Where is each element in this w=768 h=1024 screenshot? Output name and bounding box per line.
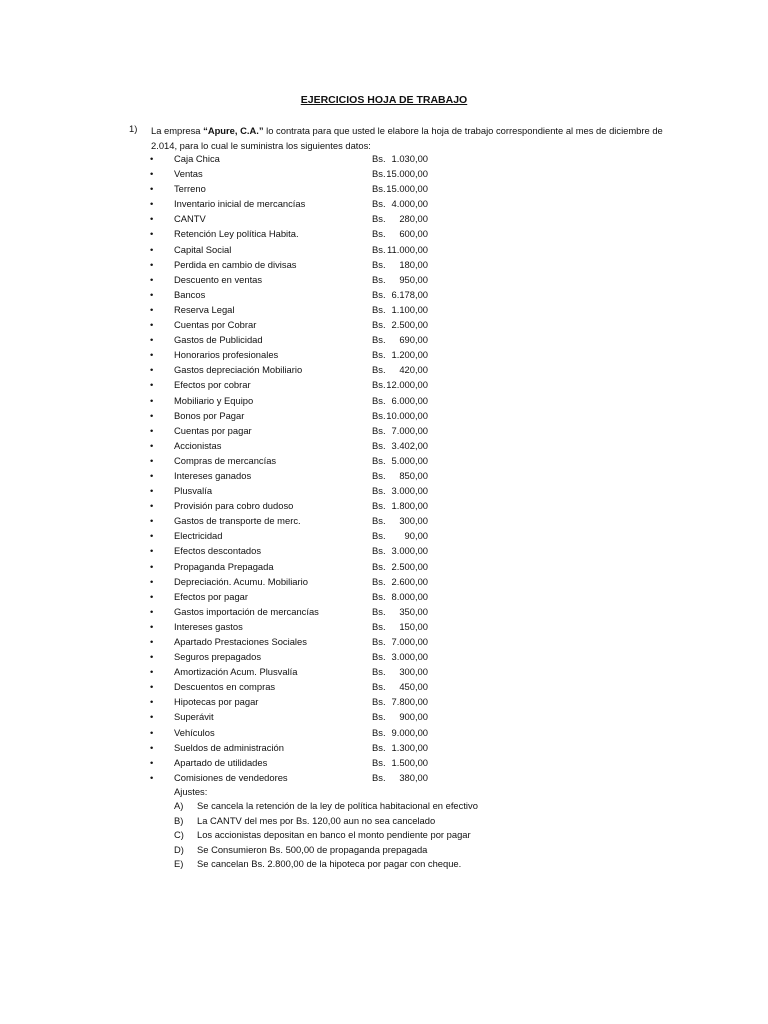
amount-value: 380,00 — [399, 771, 428, 783]
account-amount — [372, 485, 428, 496]
amount-value: 600,00 — [399, 228, 428, 240]
currency-label: Bs. — [372, 258, 386, 270]
bullet-icon: • — [150, 756, 154, 768]
account-item — [0, 379, 768, 394]
account-item — [0, 485, 768, 500]
bullet-icon: • — [150, 590, 154, 602]
amount-value: 15.000,00 — [386, 168, 428, 180]
amount-value: 7.000,00 — [391, 636, 428, 647]
currency-label: Bs. — [372, 424, 386, 436]
bullet-icon: • — [150, 409, 154, 421]
account-item — [0, 395, 768, 410]
account-amount — [372, 742, 428, 753]
currency-label: Bs. — [372, 636, 386, 647]
account-name: Plusvalía — [174, 485, 213, 497]
account-amount — [372, 198, 428, 209]
account-name: Seguros prepagados — [174, 651, 262, 663]
account-amount — [372, 696, 428, 707]
amount-value: 2.600,00 — [391, 575, 428, 587]
account-name: Amortización Acum. Plusvalía — [174, 666, 298, 678]
account-name: Intereses ganados — [174, 469, 252, 481]
account-item — [0, 636, 768, 651]
account-name: Gastos importación de mercancías — [174, 605, 319, 617]
adjustment-letter: D) — [174, 843, 184, 855]
account-item — [0, 289, 768, 304]
currency-label: Bs. — [372, 560, 386, 572]
bullet-icon: • — [150, 349, 154, 361]
intro-text-start: La empresa — [151, 125, 204, 136]
bullet-icon: • — [150, 183, 154, 195]
adjustment-item — [0, 800, 768, 815]
account-name: Propaganda Prepagada — [174, 560, 274, 572]
currency-label: Bs. — [372, 515, 386, 527]
amount-value: 1.100,00 — [391, 303, 428, 315]
adjustment-text: Los accionistas depositan en banco el monto pendiente por pagar — [197, 829, 471, 841]
bullet-icon: • — [150, 620, 154, 632]
amount-value: 3.000,00 — [391, 485, 428, 497]
amount-value: 1.030,00 — [391, 153, 428, 164]
account-item — [0, 681, 768, 696]
exercise-number: 1) — [129, 123, 138, 134]
currency-label: Bs. — [372, 726, 386, 738]
account-item — [0, 228, 768, 243]
account-amount — [372, 561, 428, 572]
account-amount — [372, 168, 428, 179]
account-item — [0, 727, 768, 742]
account-item — [0, 591, 768, 606]
amount-value: 2.500,00 — [391, 319, 428, 331]
account-amount — [372, 711, 428, 722]
account-amount — [372, 772, 428, 783]
account-item — [0, 711, 768, 726]
account-name: Superávit — [174, 711, 214, 723]
account-amount — [372, 349, 428, 360]
currency-label: Bs. — [372, 409, 386, 421]
adjustment-text: La CANTV del mes por Bs. 120,00 aun no sea cancelado — [197, 814, 436, 826]
bullet-icon: • — [150, 364, 154, 376]
account-list — [0, 153, 768, 787]
currency-label: Bs. — [372, 651, 386, 663]
account-name: Cuentas por pagar — [174, 424, 252, 436]
currency-label: Bs. — [372, 500, 386, 512]
account-name: Depreciación. Acumu. Mobiliario — [174, 575, 308, 587]
amount-value: 420,00 — [399, 364, 428, 376]
bullet-icon: • — [150, 288, 154, 300]
amount-value: 2.500,00 — [391, 560, 428, 572]
bullet-icon: • — [150, 681, 154, 693]
bullet-icon: • — [150, 485, 154, 497]
company-name: “Apure, C.A.” — [203, 125, 264, 136]
account-name: Efectos por cobrar — [174, 379, 251, 391]
amount-value: 10.000,00 — [386, 409, 428, 421]
account-name: Bonos por Pagar — [174, 409, 245, 421]
account-item — [0, 666, 768, 681]
account-item — [0, 772, 768, 787]
adjustment-text: Se cancelan Bs. 2.800,00 de la hipoteca por pagar con cheque. — [197, 858, 462, 870]
account-amount — [372, 500, 428, 511]
account-item — [0, 696, 768, 711]
account-name: Sueldos de administración — [174, 741, 284, 753]
bullet-icon: • — [150, 228, 154, 240]
account-item — [0, 742, 768, 757]
amount-value: 850,00 — [399, 469, 428, 481]
account-item — [0, 168, 768, 183]
account-amount — [372, 334, 428, 345]
account-amount — [372, 591, 428, 602]
amount-value: 3.000,00 — [391, 545, 428, 557]
account-item — [0, 500, 768, 515]
bullet-icon: • — [150, 545, 154, 557]
account-name: Ventas — [174, 168, 203, 180]
account-name: Perdida en cambio de divisas — [174, 258, 297, 270]
account-name: Apartado Prestaciones Sociales — [174, 636, 307, 647]
bullet-icon: • — [150, 424, 154, 436]
account-amount — [372, 470, 428, 481]
amount-value: 300,00 — [399, 666, 428, 678]
account-item — [0, 515, 768, 530]
bullet-icon: • — [150, 394, 154, 406]
bullet-icon: • — [150, 153, 154, 164]
currency-label: Bs. — [372, 168, 386, 180]
bullet-icon: • — [150, 515, 154, 527]
account-name: Efectos descontados — [174, 545, 262, 557]
account-amount — [372, 410, 428, 421]
account-name: Compras de mercancías — [174, 454, 277, 466]
bullet-icon: • — [150, 771, 154, 783]
account-amount — [372, 576, 428, 587]
amount-value: 1.500,00 — [391, 756, 428, 768]
adjustment-letter: E) — [174, 858, 184, 870]
account-item — [0, 410, 768, 425]
amount-value: 1.200,00 — [391, 349, 428, 361]
currency-label: Bs. — [372, 756, 386, 768]
account-item — [0, 334, 768, 349]
account-item — [0, 319, 768, 334]
currency-label: Bs. — [372, 485, 386, 497]
amount-value: 450,00 — [399, 681, 428, 693]
account-amount — [372, 530, 428, 541]
account-amount — [372, 244, 428, 255]
account-name: Mobiliario y Equipo — [174, 394, 254, 406]
amount-value: 9.000,00 — [391, 726, 428, 738]
bullet-icon: • — [150, 303, 154, 315]
bullet-icon: • — [150, 696, 154, 708]
currency-label: Bs. — [372, 183, 386, 195]
amount-value: 6.000,00 — [391, 394, 428, 406]
amount-value: 300,00 — [399, 515, 428, 527]
account-amount — [372, 183, 428, 194]
amount-value: 150,00 — [399, 620, 428, 632]
account-amount — [372, 455, 428, 466]
currency-label: Bs. — [372, 696, 386, 708]
account-amount — [372, 228, 428, 239]
currency-label: Bs. — [372, 228, 386, 240]
account-item — [0, 561, 768, 576]
bullet-icon: • — [150, 530, 154, 542]
account-amount — [372, 651, 428, 662]
account-item — [0, 304, 768, 319]
account-name: Accionistas — [174, 439, 222, 451]
bullet-icon: • — [150, 605, 154, 617]
account-amount — [372, 440, 428, 451]
adjustment-item — [0, 858, 768, 873]
currency-label: Bs. — [372, 349, 386, 361]
bullet-icon: • — [150, 334, 154, 346]
account-amount — [372, 636, 428, 647]
account-name: Reserva Legal — [174, 303, 235, 315]
account-name: Intereses gastos — [174, 620, 243, 632]
account-item — [0, 530, 768, 545]
adjustment-item — [0, 829, 768, 844]
account-amount — [372, 153, 428, 164]
account-name: Descuentos en compras — [174, 681, 276, 693]
account-item — [0, 606, 768, 621]
amount-value: 280,00 — [399, 213, 428, 225]
bullet-icon: • — [150, 198, 154, 210]
amount-value: 6.178,00 — [391, 288, 428, 300]
account-name: Gastos depreciación Mobiliario — [174, 364, 303, 376]
adjustments-list — [0, 800, 768, 873]
amount-value: 4.000,00 — [391, 198, 428, 210]
bullet-icon: • — [150, 575, 154, 587]
account-item — [0, 440, 768, 455]
account-name: Hipotecas por pagar — [174, 696, 259, 708]
currency-label: Bs. — [372, 439, 386, 451]
bullet-icon: • — [150, 726, 154, 738]
account-name: Cuentas por Cobrar — [174, 319, 257, 331]
amount-value: 5.000,00 — [391, 454, 428, 466]
currency-label: Bs. — [372, 198, 386, 210]
account-name: Bancos — [174, 288, 206, 300]
account-item — [0, 259, 768, 274]
account-name: Provisión para cobro dudoso — [174, 500, 294, 512]
bullet-icon: • — [150, 651, 154, 663]
account-item — [0, 470, 768, 485]
adjustment-item — [0, 844, 768, 859]
currency-label: Bs. — [372, 454, 386, 466]
currency-label: Bs. — [372, 364, 386, 376]
account-item — [0, 198, 768, 213]
amount-value: 950,00 — [399, 273, 428, 285]
currency-label: Bs. — [372, 620, 386, 632]
account-name: Apartado de utilidades — [174, 756, 268, 768]
bullet-icon: • — [150, 319, 154, 331]
intro-text-end: lo contrata para que usted le elabore la hoja de trabajo correspondiente al mes de diciembre de 2.014, para lo cual le suministra los siguientes datos: — [151, 125, 663, 151]
currency-label: Bs. — [372, 681, 386, 693]
currency-label: Bs. — [372, 711, 386, 723]
account-amount — [372, 319, 428, 330]
bullet-icon: • — [150, 213, 154, 225]
currency-label: Bs. — [372, 741, 386, 753]
amount-value: 12.000,00 — [386, 379, 428, 391]
account-item — [0, 349, 768, 364]
amount-value: 8.000,00 — [391, 590, 428, 602]
account-name: Descuento en ventas — [174, 273, 263, 285]
amount-value: 3.402,00 — [391, 439, 428, 451]
amount-value: 180,00 — [399, 258, 428, 270]
account-name: Capital Social — [174, 243, 232, 255]
amount-value: 90,00 — [404, 530, 428, 542]
adjustment-letter: A) — [174, 800, 184, 811]
currency-label: Bs. — [372, 530, 386, 542]
page-title: EJERCICIOS HOJA DE TRABAJO — [300, 94, 468, 106]
amount-value: 7.000,00 — [391, 424, 428, 436]
currency-label: Bs. — [372, 273, 386, 285]
adjustment-text: Se Consumieron Bs. 500,00 de propaganda prepagada — [197, 843, 428, 855]
account-item — [0, 183, 768, 198]
amount-value: 900,00 — [399, 711, 428, 723]
amount-value: 7.800,00 — [391, 696, 428, 708]
amount-value: 1.300,00 — [391, 741, 428, 753]
currency-label: Bs. — [372, 334, 386, 346]
currency-label: Bs. — [372, 469, 386, 481]
account-item — [0, 757, 768, 772]
account-amount — [372, 213, 428, 224]
account-amount — [372, 545, 428, 556]
amount-value: 3.000,00 — [391, 651, 428, 663]
amount-value: 15.000,00 — [386, 183, 428, 195]
account-amount — [372, 259, 428, 270]
bullet-icon: • — [150, 379, 154, 391]
account-item — [0, 364, 768, 379]
currency-label: Bs. — [372, 319, 386, 331]
currency-label: Bs. — [372, 575, 386, 587]
account-name: CANTV — [174, 213, 206, 225]
bullet-icon: • — [150, 469, 154, 481]
account-item — [0, 153, 768, 168]
adjustment-letter: C) — [174, 829, 184, 841]
exercise-intro — [151, 123, 671, 153]
currency-label: Bs. — [372, 243, 386, 255]
account-amount — [372, 425, 428, 436]
account-amount — [372, 621, 428, 632]
account-name: Retención Ley política Habita. — [174, 228, 299, 240]
account-amount — [372, 757, 428, 768]
account-amount — [372, 395, 428, 406]
account-name: Comisiones de vendedores — [174, 771, 288, 783]
amount-value: 350,00 — [399, 605, 428, 617]
bullet-icon: • — [150, 741, 154, 753]
amount-value: 1.800,00 — [391, 500, 428, 512]
currency-label: Bs. — [372, 394, 386, 406]
account-item — [0, 651, 768, 666]
currency-label: Bs. — [372, 153, 386, 164]
account-name: Honorarios profesionales — [174, 349, 279, 361]
account-amount — [372, 606, 428, 617]
account-amount — [372, 666, 428, 677]
account-amount — [372, 379, 428, 390]
account-item — [0, 621, 768, 636]
bullet-icon: • — [150, 273, 154, 285]
account-item — [0, 455, 768, 470]
account-name: Terreno — [174, 183, 206, 195]
account-amount — [372, 304, 428, 315]
currency-label: Bs. — [372, 213, 386, 225]
amount-value: 11.000,00 — [386, 243, 428, 255]
bullet-icon: • — [150, 258, 154, 270]
bullet-icon: • — [150, 454, 154, 466]
currency-label: Bs. — [372, 545, 386, 557]
bullet-icon: • — [150, 666, 154, 678]
account-item — [0, 213, 768, 228]
account-name: Efectos por pagar — [174, 590, 249, 602]
adjustment-item — [0, 815, 768, 830]
bullet-icon: • — [150, 500, 154, 512]
account-amount — [372, 727, 428, 738]
account-item — [0, 545, 768, 560]
bullet-icon: • — [150, 243, 154, 255]
account-name: Electricidad — [174, 530, 223, 542]
account-item — [0, 425, 768, 440]
account-item — [0, 576, 768, 591]
currency-label: Bs. — [372, 303, 386, 315]
account-name: Gastos de Publicidad — [174, 334, 263, 346]
currency-label: Bs. — [372, 379, 386, 391]
bullet-icon: • — [150, 636, 154, 647]
account-amount — [372, 274, 428, 285]
account-amount — [372, 364, 428, 375]
bullet-icon: • — [150, 439, 154, 451]
currency-label: Bs. — [372, 771, 386, 783]
currency-label: Bs. — [372, 288, 386, 300]
adjustments-title: Ajustes: — [174, 786, 208, 797]
account-amount — [372, 515, 428, 526]
account-amount — [372, 681, 428, 692]
account-name: Caja Chica — [174, 153, 220, 164]
adjustment-text: Se cancela la retención de la ley de política habitacional en efectivo — [197, 800, 478, 811]
account-name: Gastos de transporte de merc. — [174, 515, 301, 527]
bullet-icon: • — [150, 560, 154, 572]
currency-label: Bs. — [372, 590, 386, 602]
currency-label: Bs. — [372, 666, 386, 678]
account-name: Vehículos — [174, 726, 215, 738]
account-item — [0, 274, 768, 289]
adjustment-letter: B) — [174, 814, 184, 826]
currency-label: Bs. — [372, 605, 386, 617]
account-name: Inventario inicial de mercancías — [174, 198, 306, 210]
bullet-icon: • — [150, 711, 154, 723]
bullet-icon: • — [150, 168, 154, 180]
account-amount — [372, 289, 428, 300]
account-item — [0, 244, 768, 259]
amount-value: 690,00 — [399, 334, 428, 346]
